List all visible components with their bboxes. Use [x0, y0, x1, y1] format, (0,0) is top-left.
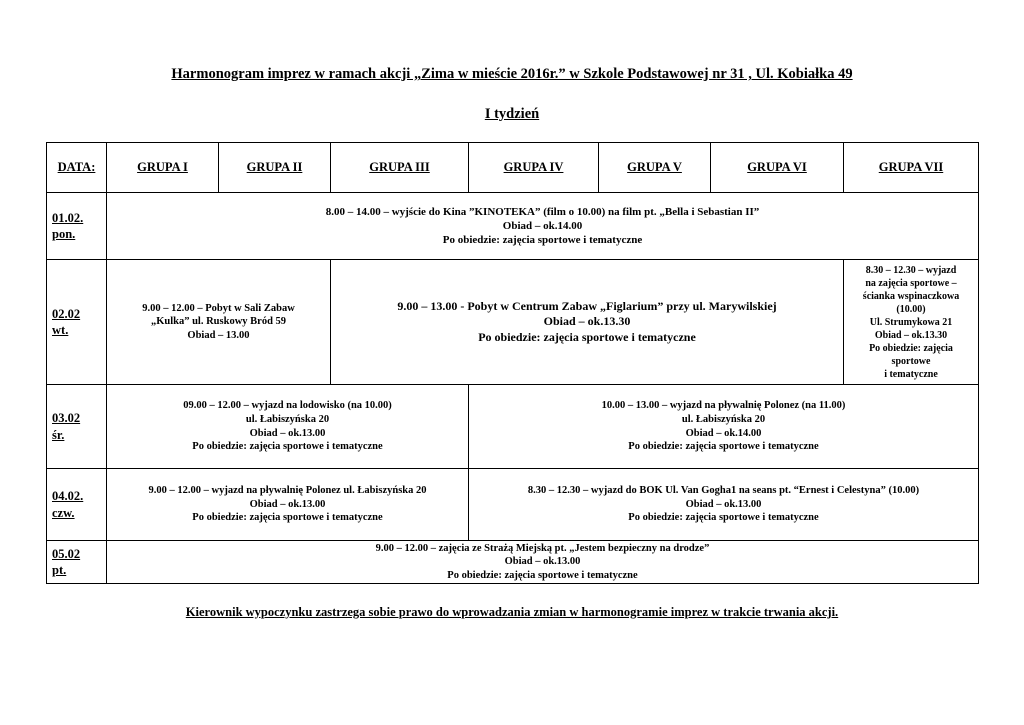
date-label: 05.02 [52, 546, 81, 561]
activity-line: 9.00 – 13.00 - Pobyt w Centrum Zabaw „Figlarium” przy ul. Marywilskiej [397, 298, 777, 313]
weekday-label: wt. [52, 323, 69, 337]
lunch-line: Obiad – 13.00 [187, 329, 250, 341]
table-row-friday [47, 541, 979, 584]
address-line: Ul. Strumykowa 21 [869, 316, 953, 328]
table-row-thursday [47, 469, 979, 541]
address-line: ul. Łabiszyńska 20 [245, 413, 330, 425]
header-grupa-2: GRUPA II [219, 143, 331, 193]
activity-line: 9.00 – 12.00 – zajęcia ze Strażą Miejską pt. „Jestem bezpieczny na drodze” [375, 542, 710, 554]
date-label: 02.02 [52, 306, 81, 321]
lunch-line: Obiad – ok.13.00 [685, 498, 762, 510]
header-grupa-5: GRUPA V [599, 143, 711, 193]
weekday-label: śr. [52, 427, 65, 442]
activity-cell-groups-1-3 [107, 385, 469, 469]
afternoon-line: i tematyczne [884, 368, 938, 380]
activity-line: ścianka wspinaczkowa [862, 290, 960, 302]
lunch-line: Obiad – ok.14.00 [502, 219, 583, 232]
activity-cell-groups-4-7 [469, 469, 979, 541]
footer-note: Kierownik wypoczynku zastrzega sobie prawo do wprowadzania zmian w harmonogramie imprez w trakcie trwania akcji. [185, 605, 839, 619]
date-label: 04.02. [52, 489, 84, 504]
date-label: 03.02 [52, 411, 81, 426]
week-heading: I tydzień [484, 106, 540, 122]
table-row-tuesday [47, 260, 979, 385]
weekday-label: pt. [52, 563, 67, 577]
weekday-label: pon. [52, 227, 76, 241]
lunch-line: Obiad – ok.13.30 [543, 314, 631, 329]
afternoon-line: Po obiedzie: zajęcia sportowe i tematyczne [478, 329, 696, 344]
weekday-label: czw. [52, 505, 75, 520]
activity-line: 8.30 – 12.30 – wyjazd do BOK Ul. Van Gogha1 na seans pt. “Ernest i Celestyna” (10.00) [527, 485, 920, 497]
table-row-wednesday [47, 385, 979, 469]
date-cell [47, 260, 107, 385]
time-line: (10.00) [896, 303, 926, 315]
lunch-line: Obiad – ok.14.00 [685, 427, 762, 439]
activity-cell-group-7 [844, 260, 979, 385]
lunch-line: Obiad – ok.13.30 [874, 329, 948, 341]
header-grupa-1: GRUPA I [107, 143, 219, 193]
date-cell [47, 193, 107, 260]
header-grupa-7: GRUPA VII [844, 143, 979, 193]
activity-cell-all-groups [107, 541, 979, 584]
date-cell [47, 469, 107, 541]
header-grupa-4: GRUPA IV [469, 143, 599, 193]
afternoon-line: sportowe [891, 355, 931, 367]
afternoon-line: Po obiedzie: zajęcia sportowe i tematyczne [192, 512, 383, 524]
activity-cell-all-groups [107, 193, 979, 260]
activity-line: na zajęcia sportowe – [865, 277, 957, 289]
afternoon-line: Po obiedzie: zajęcia sportowe i tematyczne [442, 234, 643, 247]
date-cell [47, 541, 107, 584]
activity-cell-groups-4-7 [469, 385, 979, 469]
activity-line: 09.00 – 12.00 – wyjazd na lodowisko (na 10.00) [183, 400, 392, 412]
activity-line: 10.00 – 13.00 – wyjazd na pływalnię Polonez (na 11.00) [601, 400, 846, 412]
afternoon-line: Po obiedzie: zajęcia sportowe i tematyczne [628, 512, 819, 524]
schedule-table [46, 142, 979, 584]
afternoon-line: Po obiedzie: zajęcia [869, 342, 953, 354]
activity-line: 8.30 – 12.30 – wyjazd [865, 264, 957, 276]
address-line: ul. Łabiszyńska 20 [681, 413, 766, 425]
address-line: „Kulka” ul. Ruskowy Bród 59 [150, 316, 287, 328]
header-data: DATA: [47, 143, 107, 193]
activity-cell-groups-1-2 [107, 260, 331, 385]
header-row [47, 143, 979, 193]
lunch-line: Obiad – ok.13.00 [504, 556, 581, 568]
lunch-line: Obiad – ok.13.00 [249, 498, 326, 510]
activity-line: 9.00 – 12.00 – Pobyt w Sali Zabaw [142, 302, 295, 314]
document-title: Harmonogram imprez w ramach akcji „Zima w mieście 2016r.” w Szkole Podstawowej nr 31 , Ul. Kobiałka 49 [171, 66, 853, 82]
header-grupa-6: GRUPA VI [711, 143, 844, 193]
header-grupa-3: GRUPA III [331, 143, 469, 193]
table-row-monday [47, 193, 979, 260]
date-label: 01.02. [52, 210, 84, 225]
date-cell [47, 385, 107, 469]
lunch-line: Obiad – ok.13.00 [249, 427, 326, 439]
afternoon-line: Po obiedzie: zajęcia sportowe i tematyczne [628, 441, 819, 453]
activity-cell-groups-1-3 [107, 469, 469, 541]
afternoon-line: Po obiedzie: zajęcia sportowe i tematyczne [447, 569, 638, 581]
activity-line: 8.00 – 14.00 – wyjście do Kina ”KINOTEKA” (film o 10.00) na film pt. „Bella i Sebastian II” [325, 205, 760, 218]
activity-cell-groups-3-6 [331, 260, 844, 385]
afternoon-line: Po obiedzie: zajęcia sportowe i tematyczne [192, 441, 383, 453]
activity-line: 9.00 – 12.00 – wyjazd na pływalnię Polonez ul. Łabiszyńska 20 [148, 485, 427, 497]
